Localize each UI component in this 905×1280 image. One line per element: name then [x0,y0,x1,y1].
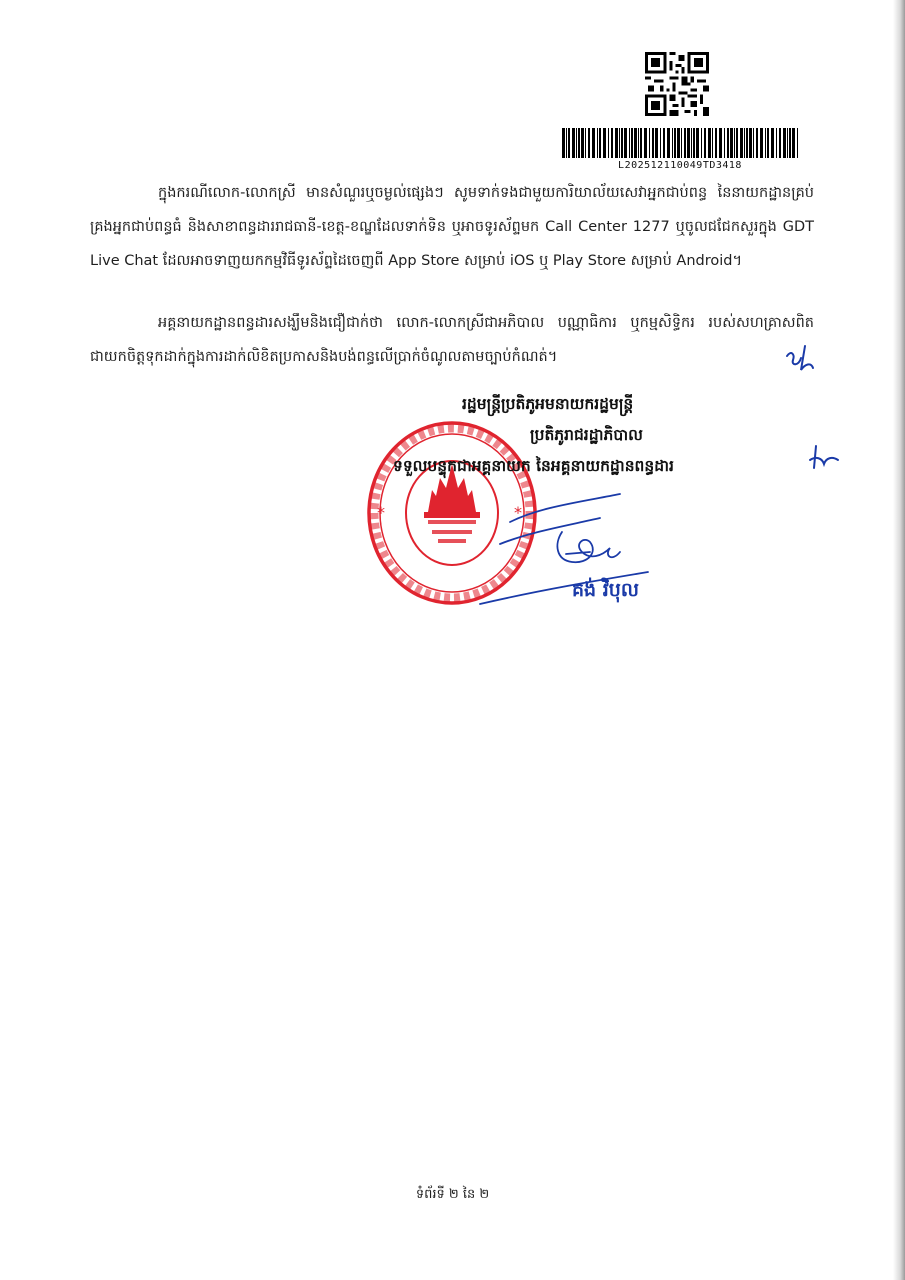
signature-title-line-1: រដ្ឋមន្ត្រីប្រតិភូអមនាយករដ្ឋមន្ត្រី [462,395,634,413]
signer-name: គង់ វិបុល [572,579,639,601]
body-paragraph-closing: អគ្គនាយកដ្ឋានពន្ធដារសង្ឃឹមនិងជឿជាក់ថា លោក-លោកស្រីជាអភិបាល បណ្ណាធិការ ឬកម្មសិទ្ធិករ របស់សហគ្រាសពិតជាយកចិត្តទុកដាក់ក្នុងការដាក់លិខិតប្រកាសនិងបង់ពន្ធលើប្រាក់ចំណូលតាមច្បាប់កំណត់។ [90,315,814,365]
reference-code: L202512110049TD3418 [618,160,742,171]
initials-mark-icon [781,340,817,376]
svg-text:*: * [514,503,522,522]
initials-mark-icon [806,442,842,476]
signature-title-line-2: ប្រតិភូរាជរដ្ឋាភិបាល [530,426,643,444]
barcode-icon [562,128,800,158]
qr-code-icon [645,52,709,116]
body-paragraph-contact: ក្នុងករណីលោក-លោកស្រី មានសំណួរឬចម្ងល់ផ្សេងៗ សូមទាក់ទងជាមួយការិយាល័យសេវាអ្នកជាប់ពន្ធ នៃនាយកដ្ឋានគ្រប់គ្រងអ្នកជាប់ពន្ធធំ និងសាខាពន្ធដាររាជធានី-ខេត្ត-ខណ្ឌដែលទាក់ទិន ឬអាចទូរស័ព្ទមក Call Center 1277 ឬចូលជជែកសួរក្នុង GDT Live Chat ដែលអាចទាញយកកម្មវិធីទូរស័ព្ទដៃចេញពី App Store សម្រាប់ iOS ឬ Play Store សម្រាប់ Android។ [90,185,814,269]
page-number: ទំព័រទី ២ នៃ ២ [415,1187,490,1202]
signature-title-line-3: ទទួលបន្ទុកជាអគ្គនាយក នៃអគ្គនាយកដ្ឋានពន្ធដារ [393,457,674,475]
svg-text:*: * [377,503,385,522]
page-edge-shadow [893,0,905,1280]
